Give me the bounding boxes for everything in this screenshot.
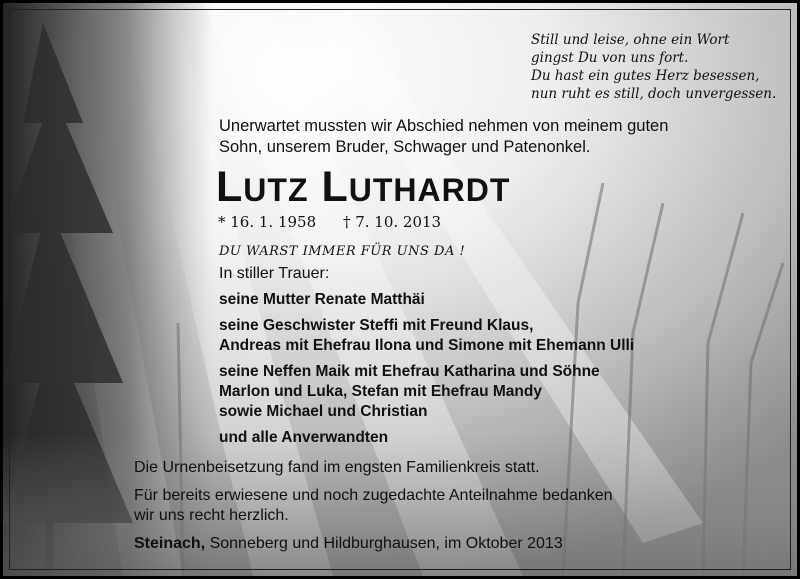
mourner-group (219, 290, 689, 310)
poem-line: Du hast ein gutes Herz besessen, (531, 68, 760, 84)
mourner-group (219, 362, 689, 422)
poem-verse (531, 31, 781, 103)
death-date: † 7. 10. 2013 (342, 213, 442, 231)
first-name-rest: UTZ (243, 172, 309, 208)
mourner-line: seine Mutter Renate Matthäi (219, 291, 425, 308)
intro-text (219, 116, 689, 158)
burial-notice: Die Urnenbeisetzung fand im engsten Familienkreis statt. (134, 459, 540, 476)
thanks-line: wir uns recht herzlich. (134, 507, 289, 524)
mourner-line: Marlon und Luka, Stefan mit Ehefrau Mandy (219, 383, 542, 400)
intro-line: Unerwartet mussten wir Abschied nehmen von meinem guten (219, 117, 669, 135)
motto: DU WARST IMMER FÜR UNS DA ! (219, 244, 466, 259)
mourner-line: seine Neffen Maik mit Ehefrau Katharina und Söhne (219, 363, 600, 380)
poem-line: Still und leise, ohne ein Wort (531, 32, 730, 48)
last-name-initial: L (321, 163, 349, 211)
place-rest: Sonneberg und Hildburghausen, im Oktober 2013 (205, 535, 563, 552)
mourners-list (219, 290, 689, 454)
poem-line: gingst Du von uns fort. (531, 50, 689, 66)
thanks-line: Für bereits erwiesene und noch zugedachte Anteilnahme bedanken (134, 487, 613, 504)
birth-date: * 16. 1. 1958 (218, 213, 317, 231)
mourner-line: und alle Anverwandten (219, 429, 389, 446)
footer-text (134, 458, 694, 554)
place-and-date (134, 534, 694, 554)
mourner-line: seine Geschwister Steffi mit Freund Klaus, (219, 317, 534, 334)
life-dates (218, 213, 463, 231)
deceased-name (216, 163, 510, 214)
place-bold: Steinach, (134, 535, 206, 552)
mourner-group (219, 428, 689, 448)
poem-line: nun ruht es still, doch unvergessen. (531, 86, 777, 102)
mourning-label: In stiller Trauer: (219, 265, 330, 282)
intro-line: Sohn, unserem Bruder, Schwager und Patenonkel. (219, 138, 591, 156)
mourner-line: sowie Michael und Christian (219, 403, 428, 420)
first-name-initial: L (216, 163, 244, 211)
thanks-notice (134, 486, 694, 526)
last-name-rest: UTHARDT (348, 172, 511, 208)
mourner-line: Andreas mit Ehefrau Ilona und Simone mit Ehemann Ulli (219, 337, 635, 354)
mourner-group (219, 316, 689, 356)
